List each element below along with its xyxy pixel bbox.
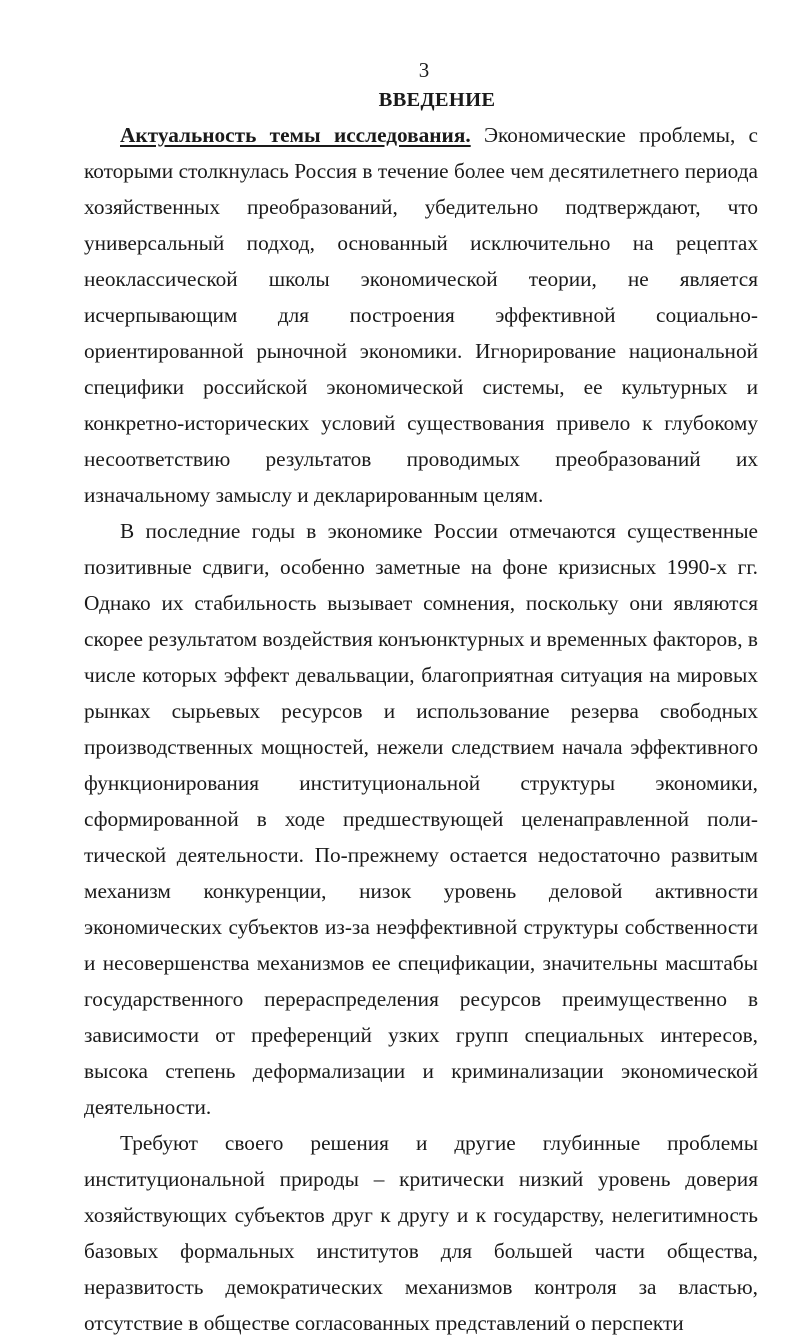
paragraph-institutional-problems: Требуют своего решения и другие глубинные проблемы институциональной природы – критически низкий уровень доверия хозяйствующих субъектов друг к другу и к государству, нелегитимность базовых формальных институтов для большей части общества, неразвитость демократических механизмов контроля за властью, отсутствие в обществе согласованных представлений о перспекти [84, 1131, 758, 1335]
page-title: ВВЕДЕНИЕ [378, 89, 496, 111]
body-text [84, 117, 758, 1341]
paragraph-lead: Актуальность темы исследования. [120, 123, 471, 147]
page-number: 3 [418, 58, 430, 82]
paragraph-text: Экономические проблемы, с которыми столкнулась Россия в течение более чем десятилетнего периода хозяйственных преобразований, убедительно подтверждают, что универсальный подход, основанный исключительно на рецептах неоклассической школы экономической теории, не является исчерпывающим для построения эффективной социально-ориентированной рыночной экономики. Игнорирование национальной специфики российской экономической системы, ее культурных и конкретно-исторических условий существования привело к глубокому несоответствию результатов проводимых преобразований их изначальному замыслу и декларированным целям. [84, 123, 759, 507]
paragraph-recent-years: В последние годы в экономике России отмечаются существенные позитивные сдвиги, особенно заметные на фоне кризисных 1990-х гг. Однако их стабильность вызывает сомнения, поскольку они являются скорее результатом воздействия конъюнктурных и временных факторов, в числе которых эффект девальвации, благоприятная ситуация на мировых рынках сырьевых ресурсов и использование резерва свободных производственных мощностей, нежели следствием начала эффективного функционирования институциональной структуры экономики, сформированной в ходе предшествующей целенаправленной политической деятельности. По-прежнему остается недостаточно развитым механизм конкуренции, низок уровень деловой активности экономических субъектов из-за неэффективной структуры собственности и несовершенства механизмов ее спецификации, значительны масштабы государственного перераспределения ресурсов преимущественно в зависимости от преференций узких групп специальных интересов, высока степень деформализации и криминализации экономической деятельности. [84, 519, 758, 1119]
paragraph-relevance [84, 117, 758, 513]
